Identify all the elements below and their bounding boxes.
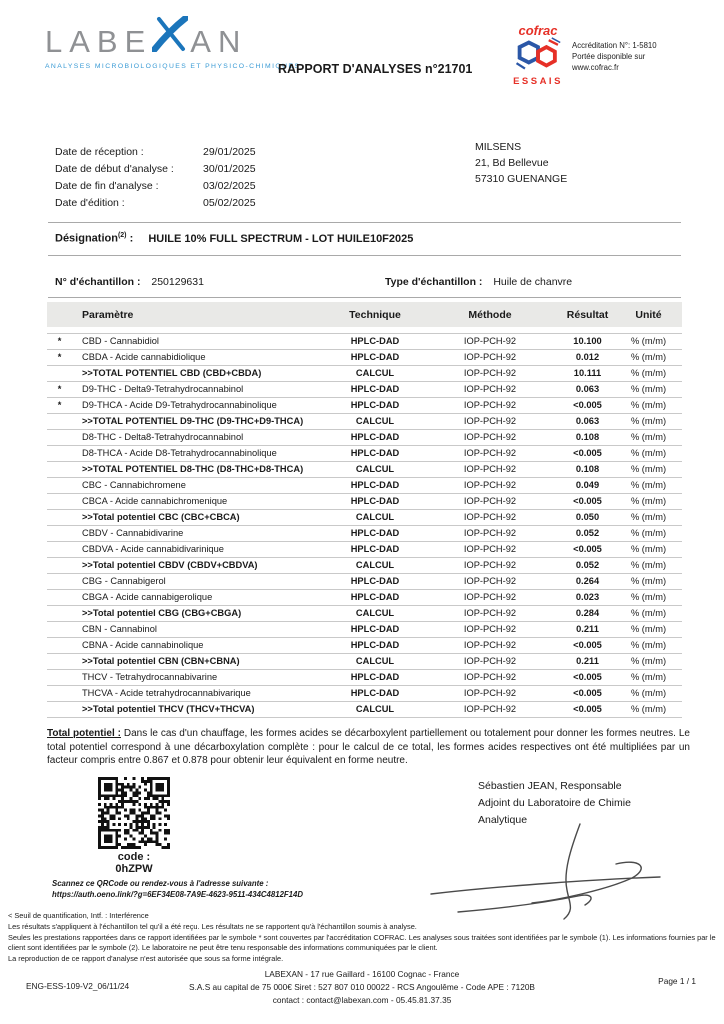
cell-methode: IOP-PCH-92: [420, 686, 560, 702]
cell-parametre: CBCA - Acide cannabichromenique: [72, 494, 330, 510]
table-row: [47, 446, 682, 462]
cell-parametre: D9-THC - Delta9-Tetrahydrocannabinol: [72, 382, 330, 398]
accreditation-star: [47, 414, 72, 430]
cell-parametre: >>TOTAL POTENTIEL D8-THC (D8-THC+D8-THCA): [72, 462, 330, 478]
cell-technique: CALCUL: [330, 414, 420, 430]
accreditation-star: [47, 558, 72, 574]
table-row: [47, 462, 682, 478]
cell-resultat: 0.211: [560, 654, 615, 670]
cofrac-name: cofrac: [518, 23, 558, 38]
col-resultat: Résultat: [566, 308, 609, 321]
cell-methode: IOP-PCH-92: [420, 670, 560, 686]
footnote-line: Seules les prestations rapportées dans ce rapport identifiées par le symbole * sont couvertes par l'accréditation COFRAC. Les analyses sous traitées sont identifiées par le symbole (1). Les informations fournies par le client sont identifiées par le symbole (2). Le laboratoire ne peut être tenu responsable des informations communiquées par le client.: [8, 933, 716, 952]
cell-resultat: 0.050: [560, 510, 615, 526]
cell-technique: CALCUL: [330, 702, 420, 718]
footer-contact: contact : contact@labexan.com - 05.45.81.37.35: [272, 995, 452, 1005]
cell-methode: IOP-PCH-92: [420, 590, 560, 606]
footnote-line: < Seuil de quantification, Intf. : Interférence: [8, 911, 149, 920]
cell-parametre: CBNA - Acide cannabinolique: [72, 638, 330, 654]
accreditation-star: *: [47, 334, 72, 350]
cell-unite: % (m/m): [615, 558, 682, 574]
cell-unite: % (m/m): [615, 702, 682, 718]
client-name: MILSENS: [475, 141, 522, 153]
cell-resultat: 0.052: [560, 526, 615, 542]
designation-value: HUILE 10% FULL SPECTRUM - LOT HUILE10F2025: [148, 232, 414, 245]
qr-code-text: code : 0hZPW: [115, 851, 153, 875]
results-table: [47, 302, 682, 718]
cell-unite: % (m/m): [615, 334, 682, 350]
cell-technique: HPLC-DAD: [330, 350, 420, 366]
cell-technique: HPLC-DAD: [330, 478, 420, 494]
cell-parametre: THCV - Tetrahydrocannabivarine: [72, 670, 330, 686]
divider: [48, 222, 681, 223]
cell-unite: % (m/m): [615, 510, 682, 526]
logo-tagline: ANALYSES MICROBIOLOGIQUES ET PHYSICO-CHIMIQUES: [45, 63, 301, 70]
qr-block: [52, 777, 352, 899]
signature: [428, 822, 668, 922]
qr-auth-link[interactable]: https://auth.oeno.link/?g=6EF34E08-7A9E-4623-9511-434C4812F14D: [52, 890, 303, 899]
accreditation-star: [47, 670, 72, 686]
cell-resultat: 0.012: [560, 350, 615, 366]
cell-parametre: >>TOTAL POTENTIEL CBD (CBD+CBDA): [72, 366, 330, 382]
cofrac-block: [512, 24, 657, 87]
cell-parametre: THCVA - Acide tetrahydrocannabivarique: [72, 686, 330, 702]
report-title: RAPPORT D'ANALYSES n°21701: [278, 62, 473, 76]
table-row: [47, 478, 682, 494]
cell-technique: CALCUL: [330, 558, 420, 574]
sample-number-value: 250129631: [151, 276, 204, 288]
accreditation-star: [47, 526, 72, 542]
cell-resultat: 0.211: [560, 622, 615, 638]
date-value: 29/01/2025: [203, 146, 256, 158]
cell-methode: IOP-PCH-92: [420, 606, 560, 622]
designation-label: Désignation: [55, 232, 118, 245]
cell-resultat: 0.108: [560, 430, 615, 446]
date-label: Date de réception :: [55, 146, 144, 158]
designation-line: Désignation$^{(2)}$ : HUILE 10% FULL SPECTRUM - LOT HUILE10F2025: [55, 232, 414, 245]
table-row: [47, 430, 682, 446]
cell-methode: IOP-PCH-92: [420, 494, 560, 510]
cell-resultat: <0.005: [560, 398, 615, 414]
cell-unite: % (m/m): [615, 430, 682, 446]
page-footer: [0, 966, 724, 1010]
signatory-line: Adjoint du Laboratoire de Chimie: [478, 797, 631, 809]
cell-resultat: <0.005: [560, 446, 615, 462]
cell-technique: HPLC-DAD: [330, 398, 420, 414]
table-row: [47, 542, 682, 558]
cell-parametre: CBDV - Cannabidivarine: [72, 526, 330, 542]
sample-line: [55, 276, 675, 288]
table-row: [47, 638, 682, 654]
cell-technique: HPLC-DAD: [330, 574, 420, 590]
accreditation-star: [47, 590, 72, 606]
accreditation-star: [47, 542, 72, 558]
cell-resultat: 0.052: [560, 558, 615, 574]
footer-address: LABEXAN - 17 rue Gaillard - 16100 Cognac - France: [264, 969, 460, 979]
cell-methode: IOP-PCH-92: [420, 526, 560, 542]
cell-methode: IOP-PCH-92: [420, 366, 560, 382]
accreditation-star: [47, 430, 72, 446]
cell-unite: % (m/m): [615, 494, 682, 510]
table-row: [47, 606, 682, 622]
cell-parametre: CBD - Cannabidiol: [72, 334, 330, 350]
accreditation-star: [47, 494, 72, 510]
cell-technique: HPLC-DAD: [330, 686, 420, 702]
table-row: [47, 702, 682, 718]
accreditation-star: *: [47, 382, 72, 398]
cell-unite: % (m/m): [615, 446, 682, 462]
cell-parametre: D8-THCA - Acide D8-Tetrahydrocannabinolique: [72, 446, 330, 462]
accreditation-star: [47, 622, 72, 638]
cell-resultat: 0.049: [560, 478, 615, 494]
cell-methode: IOP-PCH-92: [420, 334, 560, 350]
cell-resultat: <0.005: [560, 670, 615, 686]
cell-methode: IOP-PCH-92: [420, 542, 560, 558]
cell-unite: % (m/m): [615, 478, 682, 494]
cell-resultat: 0.284: [560, 606, 615, 622]
cell-parametre: >>Total potentiel CBC (CBC+CBCA): [72, 510, 330, 526]
sample-type-label: Type d'échantillon :: [385, 276, 483, 288]
cell-technique: HPLC-DAD: [330, 670, 420, 686]
cell-methode: IOP-PCH-92: [420, 622, 560, 638]
client-city: 57310 GUENANGE: [475, 173, 568, 185]
document-reference: ENG-ESS-109-V2_06/11/24: [26, 981, 130, 991]
cell-technique: HPLC-DAD: [330, 542, 420, 558]
cell-unite: % (m/m): [615, 686, 682, 702]
cell-technique: HPLC-DAD: [330, 622, 420, 638]
sample-number-label: N° d'échantillon :: [55, 276, 141, 288]
cell-technique: HPLC-DAD: [330, 430, 420, 446]
divider: [48, 297, 681, 298]
cell-unite: % (m/m): [615, 366, 682, 382]
cell-unite: % (m/m): [615, 606, 682, 622]
cell-unite: % (m/m): [615, 654, 682, 670]
accreditation-star: [47, 510, 72, 526]
client-address: [475, 139, 567, 187]
cell-parametre: >>Total potentiel CBN (CBN+CBNA): [72, 654, 330, 670]
date-value: 05/02/2025: [203, 197, 256, 209]
cell-unite: % (m/m): [615, 414, 682, 430]
cell-technique: CALCUL: [330, 366, 420, 382]
table-row: [47, 350, 682, 366]
col-unite: Unité: [635, 308, 662, 321]
cell-resultat: 10.100: [560, 334, 615, 350]
cell-unite: % (m/m): [615, 622, 682, 638]
table-row: [47, 334, 682, 350]
cell-unite: % (m/m): [615, 542, 682, 558]
cell-resultat: 0.023: [560, 590, 615, 606]
table-row: [47, 382, 682, 398]
cofrac-portee: Portée disponible sur: [572, 52, 646, 61]
cell-technique: HPLC-DAD: [330, 334, 420, 350]
qr-code: [98, 777, 170, 849]
cell-technique: CALCUL: [330, 606, 420, 622]
cell-technique: CALCUL: [330, 510, 420, 526]
cell-parametre: >>Total potentiel CBDV (CBDV+CBDVA): [72, 558, 330, 574]
accreditation-star: [47, 462, 72, 478]
table-row: [47, 558, 682, 574]
cell-resultat: <0.005: [560, 686, 615, 702]
cell-unite: % (m/m): [615, 574, 682, 590]
date-label: Date d'édition :: [55, 197, 125, 209]
date-value: 30/01/2025: [203, 163, 256, 175]
cofrac-hexagons-icon: [515, 37, 561, 71]
col-methode: Méthode: [468, 308, 512, 321]
cell-technique: CALCUL: [330, 654, 420, 670]
cell-parametre: CBDA - Acide cannabidiolique: [72, 350, 330, 366]
logo-text-pre: LABE: [45, 24, 153, 59]
cell-methode: IOP-PCH-92: [420, 510, 560, 526]
cell-parametre: CBGA - Acide cannabigerolique: [72, 590, 330, 606]
table-row: [47, 574, 682, 590]
cell-parametre: >>Total potentiel CBG (CBG+CBGA): [72, 606, 330, 622]
accreditation-star: [47, 606, 72, 622]
table-header-row: [47, 302, 682, 327]
cell-unite: % (m/m): [615, 462, 682, 478]
footer-company-info: S.A.S au capital de 75 000€ Siret : 527 807 010 00022 - RCS Angoulême - Code APE : 7120B: [189, 982, 535, 992]
table-row: [47, 686, 682, 702]
cell-resultat: <0.005: [560, 638, 615, 654]
col-technique: Technique: [349, 308, 401, 321]
cell-methode: IOP-PCH-92: [420, 350, 560, 366]
cell-methode: IOP-PCH-92: [420, 702, 560, 718]
cell-resultat: 0.063: [560, 382, 615, 398]
signatory-line: Analytique: [478, 814, 528, 826]
table-row: [47, 622, 682, 638]
cell-resultat: <0.005: [560, 494, 615, 510]
cell-unite: % (m/m): [615, 638, 682, 654]
signatory-line: Sébastien JEAN, Responsable: [478, 780, 622, 792]
table-row: [47, 398, 682, 414]
accreditation-star: [47, 686, 72, 702]
accreditation-star: *: [47, 350, 72, 366]
table-row: [47, 414, 682, 430]
logo-text-post: AN: [190, 24, 248, 59]
cell-technique: HPLC-DAD: [330, 494, 420, 510]
accreditation-star: [47, 478, 72, 494]
total-potentiel-text: Dans le cas d'un chauffage, les formes acides se décarboxylent partiellement ou totalement pour donner les formes neutres. Le total potentiel correspond à une décarboxylation complète : pour le calcul de ce total, les formes acides respectives ont été multipliées par un facteur compris entre 0.867 et 0.878 pour obtenir leur équivalent en forme neutre.: [47, 728, 690, 766]
qr-scan-instruction: Scannez ce QRCode ou rendez-vous à l'adresse suivante :: [52, 879, 269, 888]
footnotes: [8, 911, 718, 965]
divider: [48, 255, 681, 256]
cell-methode: IOP-PCH-92: [420, 398, 560, 414]
table-row: [47, 494, 682, 510]
cell-methode: IOP-PCH-92: [420, 478, 560, 494]
cell-unite: % (m/m): [615, 670, 682, 686]
results-table-body: [47, 334, 682, 718]
cell-parametre: >>Total potentiel THCV (THCV+THCVA): [72, 702, 330, 718]
accreditation-star: [47, 702, 72, 718]
cell-unite: % (m/m): [615, 526, 682, 542]
cell-technique: HPLC-DAD: [330, 526, 420, 542]
cell-technique: CALCUL: [330, 462, 420, 478]
cell-methode: IOP-PCH-92: [420, 558, 560, 574]
cell-resultat: 0.108: [560, 462, 615, 478]
designation-footnote-ref: (2): [117, 232, 127, 239]
cell-parametre: D9-THCA - Acide D9-Tetrahydrocannabinolique: [72, 398, 330, 414]
cell-methode: IOP-PCH-92: [420, 638, 560, 654]
date-label: Date de début d'analyse :: [55, 163, 174, 175]
cell-unite: % (m/m): [615, 590, 682, 606]
client-street: 21, Bd Bellevue: [475, 157, 549, 169]
cell-resultat: 10.111: [560, 366, 615, 382]
cell-parametre: CBG - Cannabigerol: [72, 574, 330, 590]
table-row: [47, 590, 682, 606]
labexan-logo: [45, 16, 300, 70]
accreditation-star: [47, 638, 72, 654]
footnote-line: La reproduction de ce rapport d'analyse n'est autorisée que sous sa forme intégrale.: [8, 954, 284, 963]
col-parametre: Paramètre: [82, 308, 134, 321]
cell-resultat: <0.005: [560, 702, 615, 718]
accreditation-star: [47, 446, 72, 462]
footnote-line: Les résultats s'appliquent à l'échantillon tel qu'il a été reçu. Les résultats ne se rapportent qu'à l'échantillon soumis à analyse.: [8, 922, 417, 931]
accreditation-star: [47, 366, 72, 382]
accreditation-star: [47, 654, 72, 670]
cell-parametre: D8-THC - Delta8-Tetrahydrocannabinol: [72, 430, 330, 446]
cell-unite: % (m/m): [615, 350, 682, 366]
cell-technique: HPLC-DAD: [330, 590, 420, 606]
cell-parametre: >>TOTAL POTENTIEL D9-THC (D9-THC+D9-THCA): [72, 414, 330, 430]
dates-block: [55, 146, 256, 209]
cell-resultat: 0.063: [560, 414, 615, 430]
table-row: [47, 670, 682, 686]
cofrac-accreditation: Accréditation N°: 1-5810: [572, 41, 657, 50]
cell-methode: IOP-PCH-92: [420, 414, 560, 430]
logo-x-icon: [152, 16, 188, 57]
table-row: [47, 654, 682, 670]
sample-type-value: Huile de chanvre: [493, 276, 573, 288]
accreditation-star: *: [47, 398, 72, 414]
cell-technique: HPLC-DAD: [330, 446, 420, 462]
cofrac-logo: [512, 24, 564, 87]
cofrac-essais-label: ESSAIS: [513, 76, 563, 87]
table-row: [47, 526, 682, 542]
cell-technique: HPLC-DAD: [330, 382, 420, 398]
cell-methode: IOP-PCH-92: [420, 462, 560, 478]
cell-resultat: <0.005: [560, 542, 615, 558]
cell-unite: % (m/m): [615, 382, 682, 398]
cell-methode: IOP-PCH-92: [420, 446, 560, 462]
table-row: [47, 510, 682, 526]
cell-methode: IOP-PCH-92: [420, 654, 560, 670]
total-potentiel-note: [47, 727, 690, 768]
date-label: Date de fin d'analyse :: [55, 180, 159, 192]
cell-parametre: CBN - Cannabinol: [72, 622, 330, 638]
total-potentiel-label: Total potentiel :: [47, 728, 121, 739]
cell-methode: IOP-PCH-92: [420, 430, 560, 446]
cell-technique: HPLC-DAD: [330, 638, 420, 654]
cell-parametre: CBC - Cannabichromene: [72, 478, 330, 494]
cell-resultat: 0.264: [560, 574, 615, 590]
date-value: 03/02/2025: [203, 180, 256, 192]
cell-parametre: CBDVA - Acide cannabidivarinique: [72, 542, 330, 558]
accreditation-star: [47, 574, 72, 590]
cell-unite: % (m/m): [615, 398, 682, 414]
table-row: [47, 366, 682, 382]
page-number: Page 1 / 1: [658, 976, 696, 986]
cell-methode: IOP-PCH-92: [420, 382, 560, 398]
cell-methode: IOP-PCH-92: [420, 574, 560, 590]
cofrac-url-link[interactable]: www.cofrac.fr: [572, 63, 619, 72]
